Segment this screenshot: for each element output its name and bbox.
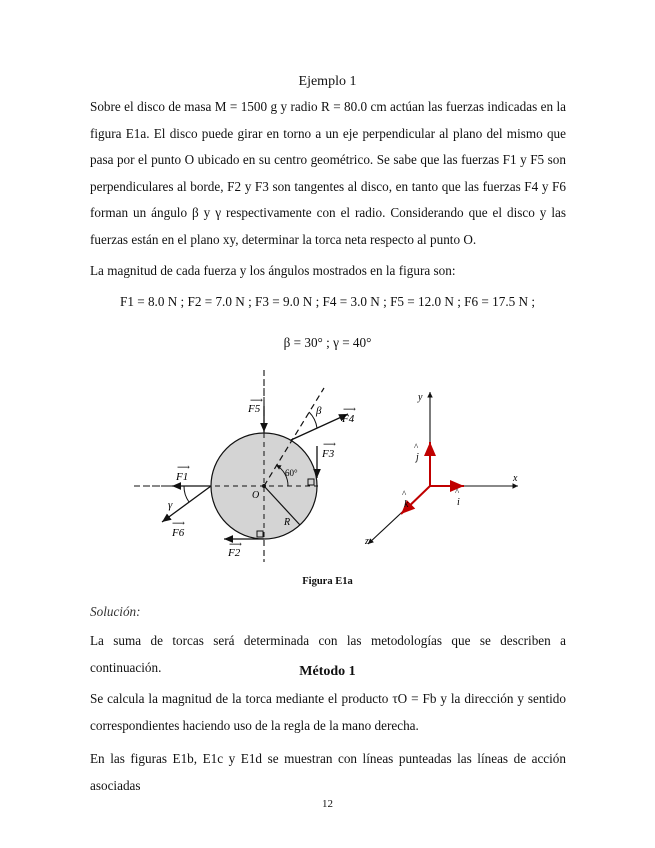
label-f4: F4 xyxy=(342,413,355,425)
label-beta: β xyxy=(316,405,322,417)
label-radius: R xyxy=(284,517,291,528)
label-f5: F5 xyxy=(248,403,261,415)
page-number: 12 xyxy=(322,798,333,810)
figure-e1a xyxy=(120,362,540,572)
svg-text:⟶: ⟶ xyxy=(172,518,185,528)
example-title: Ejemplo 1 xyxy=(298,74,357,89)
magnitudes-intro: La magnitud de cada fuerza y los ángulos mostrados en la figura son: xyxy=(90,263,456,278)
f5-vector-mark: ⟶ xyxy=(250,395,263,405)
figure-caption: Figura E1a xyxy=(302,576,353,587)
axis-label-y: y xyxy=(418,392,423,403)
label-f6: F6 xyxy=(172,527,185,539)
force-values-equation: F1 = 8.0 N ; F2 = 7.0 N ; F3 = 9.0 N ; F4 = 3.0 N ; F5 = 12.0 N ; F6 = 17.5 N ; xyxy=(119,294,536,309)
solution-label: Solución: xyxy=(90,604,141,619)
svg-text:⟶: ⟶ xyxy=(323,439,336,449)
label-angle-60: 60° xyxy=(285,468,298,478)
angle-values-equation: β = 30° ; γ = 40° xyxy=(283,335,372,350)
final-paragraph: En las figuras E1b, E1c y E1d se muestran con líneas punteadas las líneas de acción asociadas xyxy=(90,751,566,793)
svg-text:^: ^ xyxy=(455,487,460,497)
method-title: Método 1 xyxy=(299,664,356,679)
svg-text:⟶: ⟶ xyxy=(343,404,356,414)
axis-label-z: z xyxy=(365,536,369,547)
label-f2: F2 xyxy=(228,547,241,559)
svg-text:^: ^ xyxy=(414,442,419,452)
unit-label-i: i xyxy=(457,497,460,508)
svg-text:⟶: ⟶ xyxy=(177,462,190,472)
label-f3: F3 xyxy=(322,448,335,460)
unit-label-j: j xyxy=(416,452,419,463)
label-gamma: γ xyxy=(168,499,173,511)
axis-label-x: x xyxy=(513,473,518,484)
label-f1: F1 xyxy=(176,471,189,483)
unit-label-k: k xyxy=(404,499,409,510)
solution-text: La suma de torcas será determinada con las metodologías que se describen a continuación. xyxy=(90,633,566,675)
problem-statement: Sobre el disco de masa M = 1500 g y radio R = 80.0 cm actúan las fuerzas indicadas en la figura E1a. El disco puede girar en torno a un eje perpendicular al plano del mismo que pasa por el punto O ubicado en su centro geométrico. Se sabe que las fuerzas F1 y F5 son perpendiculares al borde, F2 y F3 son tangentes al disco, en tanto que las fuerzas F4 y F6 forman un ángulo β y γ respectivamente con el radio. Considerando que el disco y las fuerzas están en el plano xy, determinar la torca neta respecto al punto O. xyxy=(90,99,566,247)
method-text: Se calcula la magnitud de la torca mediante el producto τO = Fb y la dirección y sentido correspondientes haciendo uso de la regla de la mano derecha. xyxy=(90,691,566,733)
label-origin: O xyxy=(252,490,260,501)
svg-text:^: ^ xyxy=(402,489,407,499)
force-f4-arrow xyxy=(291,414,348,440)
svg-text:⟶: ⟶ xyxy=(229,539,242,549)
